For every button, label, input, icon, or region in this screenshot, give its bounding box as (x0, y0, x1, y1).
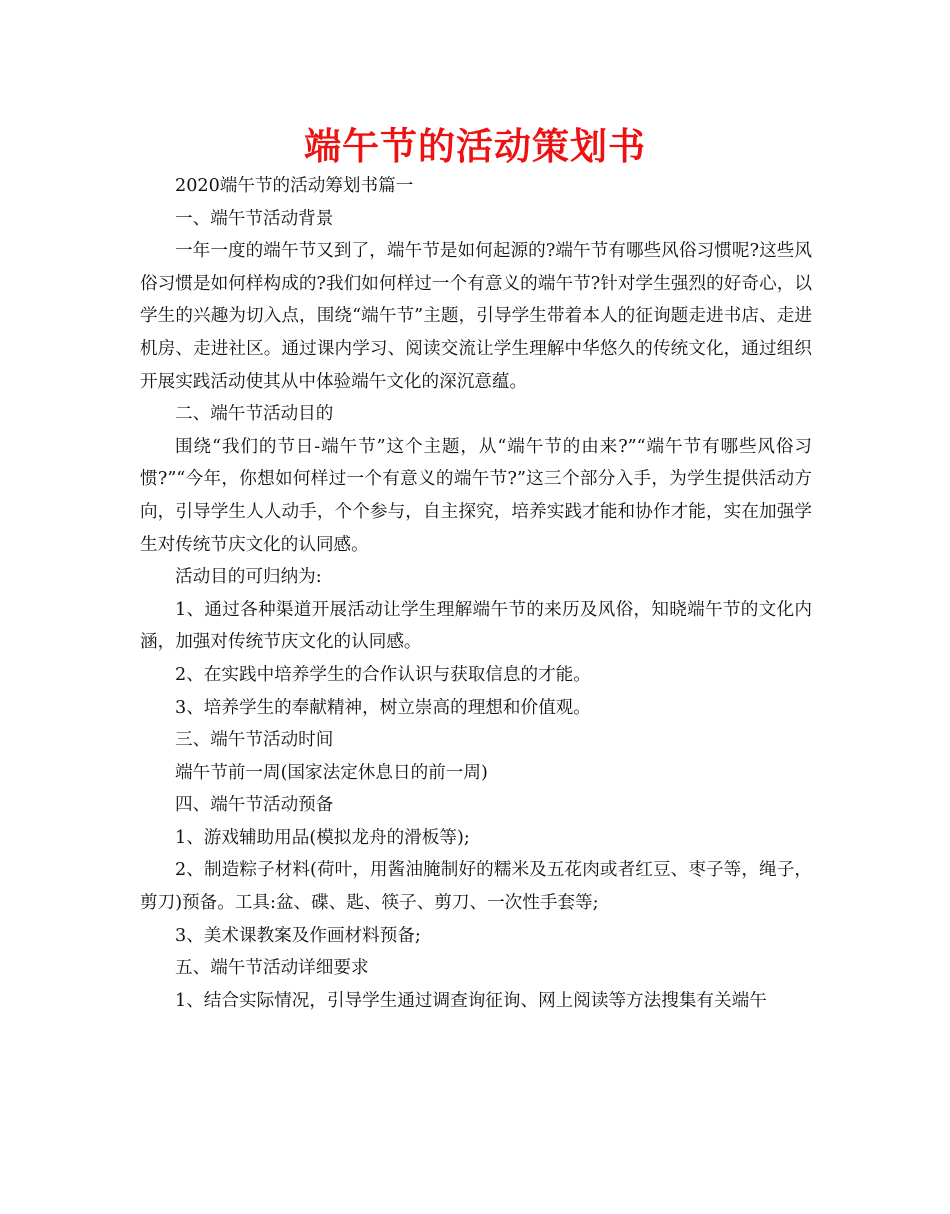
list-item: 3、培养学生的奉献精神，树立崇高的理想和价值观。 (175, 697, 591, 718)
list-item: 1、结合实际情况，引导学生通过调查询征询、网上阅读等方法搜集有关端午 (175, 990, 767, 1011)
paragraph: 围绕“我们的节日-端午节”这个主题，从“端午节的由来?”“端午节有哪些风俗习惯?”“今年，你想如何样过一个有意义的端午节?”这三个部分入手，为学生提供活动方向，引导学生人人动手，个个参与，自主探究，培养实践才能和协作才能，实在加强学生对传统节庆文化的认同感。 (140, 436, 812, 555)
list-item: 2、制造粽子材料(荷叶，用酱油腌制好的糯米及五花肉或者红豆、枣子等，绳子，剪刀)预备。工具:盆、碟、匙、筷子、剪刀、一次性手套等; (140, 860, 812, 914)
section-heading: 四、端午节活动预备 (175, 795, 334, 816)
paragraph: 2020端午节的活动筹划书篇一 (175, 176, 414, 196)
paragraph: 一年一度的端午节又到了，端午节是如何起源的?端午节有哪些风俗习惯呢?这些风俗习惯是如何样构成的?我们如何样过一个有意义的端午节?针对学生强烈的好奇心，以学生的兴趣为切入点，围绕“端午节”主题，引导学生带着本人的征询题走进书店、走进机房、走进社区。通过课内学习、阅读交流让学生理解中华悠久的传统文化，通过组织开展实践活动使其从中体验端午文化的深沉意蕴。 (140, 241, 812, 392)
section-heading: 二、端午节活动目的 (175, 404, 334, 425)
document-body (140, 170, 812, 1017)
list-item: 3、美术课教案及作画材料预备; (175, 925, 421, 946)
list-item: 1、游戏辅助用品(模拟龙舟的滑板等); (175, 827, 470, 848)
paragraph: 端午节前一周(国家法定休息日的前一周) (175, 762, 488, 783)
list-item: 1、通过各种渠道开展活动让学生理解端午节的来历及风俗，知晓端午节的文化内涵，加强对传统节庆文化的认同感。 (140, 599, 812, 653)
document-title: 端午节的活动策划书 (304, 125, 646, 168)
section-heading: 五、端午节活动详细要求 (175, 958, 369, 979)
section-heading: 一、端午节活动背景 (175, 208, 334, 229)
paragraph: 活动目的可归纳为: (175, 567, 322, 588)
section-heading: 三、端午节活动时间 (175, 730, 334, 751)
list-item: 2、在实践中培养学生的合作认识与获取信息的才能。 (175, 664, 591, 685)
